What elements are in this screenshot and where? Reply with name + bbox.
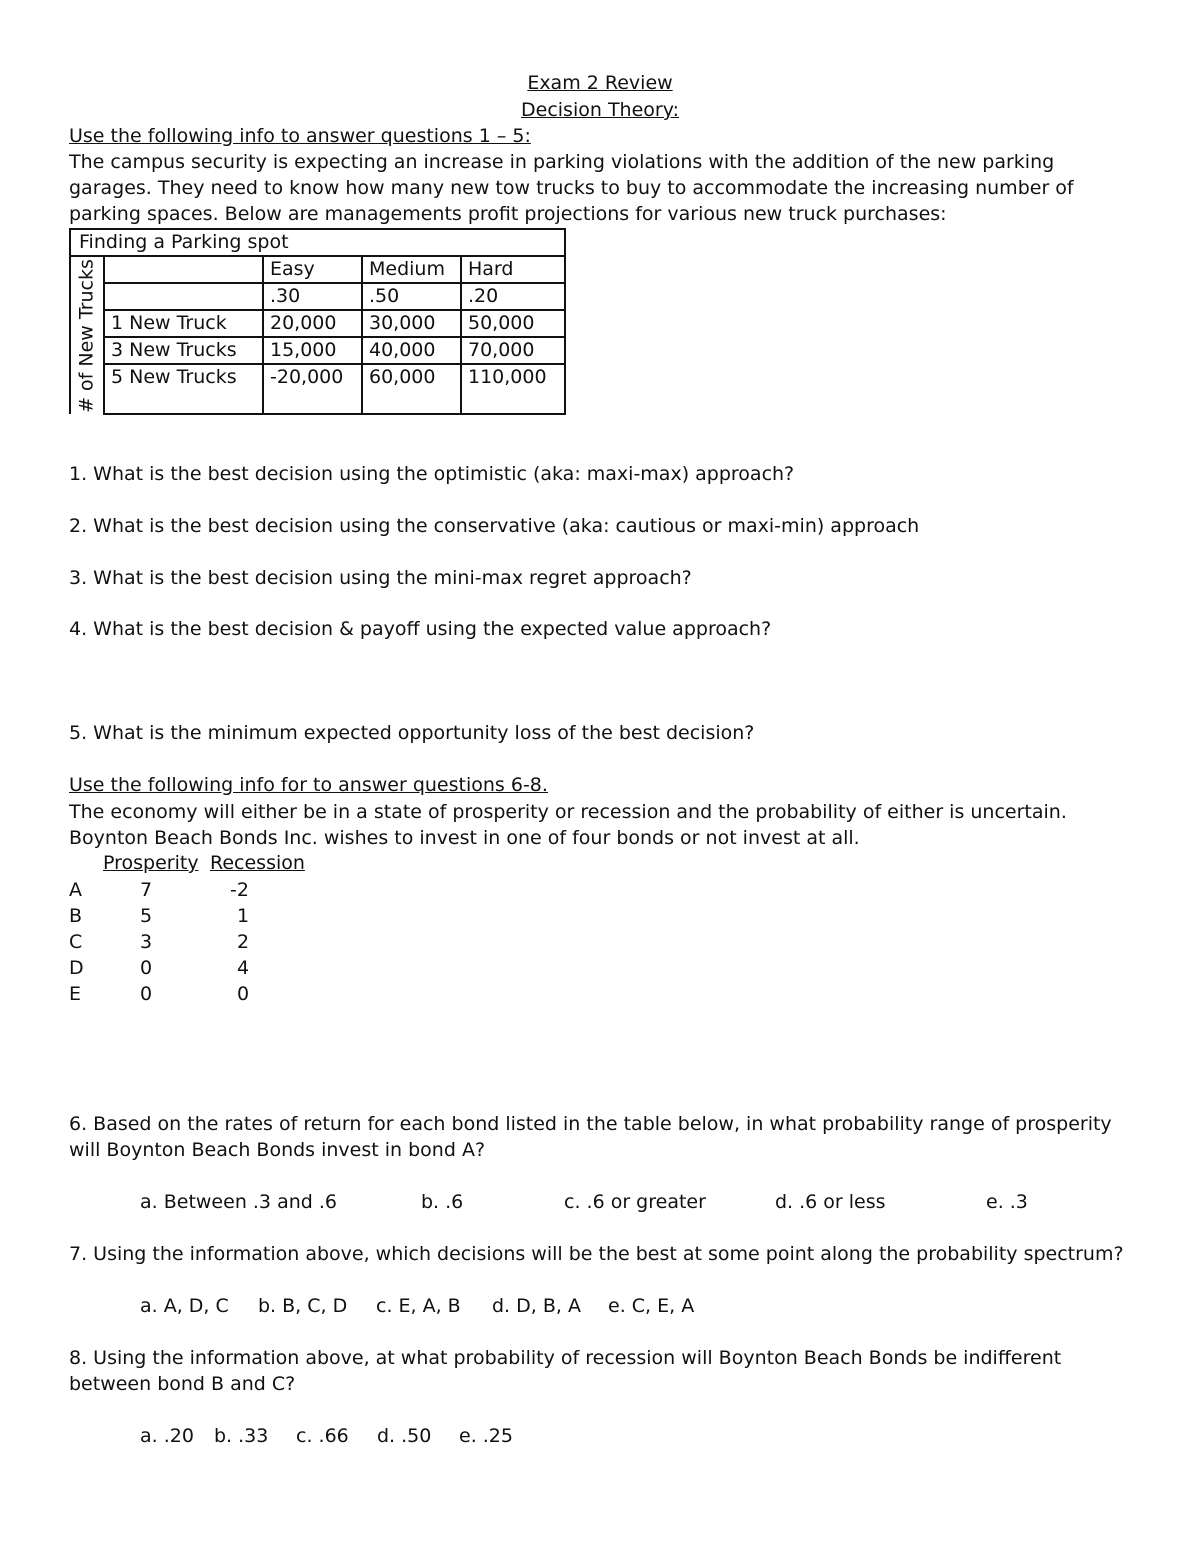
table-row: [70, 337, 565, 364]
payoff-cell: 70,000: [461, 337, 565, 364]
column-header: Easy: [263, 256, 362, 283]
section1-intro-line: garages. They need to know how many new tow trucks to buy to accommodate the increasing number of: [69, 177, 1074, 199]
payoff-cell: 60,000: [362, 364, 461, 414]
section2-heading: Use the following info for to answer questions 6-8.: [69, 774, 548, 796]
probability-cell: .30: [263, 283, 362, 310]
q8-option-d: d. .50: [377, 1425, 432, 1447]
column-header: Medium: [362, 256, 461, 283]
payoff-cell: 40,000: [362, 337, 461, 364]
payoff-cell: -20,000: [263, 364, 362, 414]
side-label-cell: [70, 256, 104, 414]
bond-label: D: [69, 957, 84, 979]
bond-recession: -2: [230, 879, 249, 901]
row-label: 1 New Truck: [104, 310, 263, 337]
q7-option-a: a. A, D, C: [140, 1295, 229, 1317]
section1-intro-line: The campus security is expecting an increase in parking violations with the addition of the new parking: [69, 151, 1055, 173]
q6-option-c: c. .6 or greater: [564, 1191, 706, 1213]
probability-cell: .50: [362, 283, 461, 310]
bond-prosperity: 5: [140, 905, 153, 927]
question-8-line-2: between bond B and C?: [69, 1373, 296, 1395]
question-3: 3. What is the best decision using the mini-max regret approach?: [69, 567, 692, 589]
bond-recession: 0: [237, 983, 250, 1005]
table-row: [70, 364, 565, 414]
question-2: 2. What is the best decision using the conservative (aka: cautious or maxi-min) approach: [69, 515, 920, 537]
corner-cell: [104, 256, 263, 283]
bond-recession: 2: [237, 931, 250, 953]
page-title: Exam 2 Review: [527, 72, 673, 94]
bond-label: B: [69, 905, 83, 927]
payoff-cell: 110,000: [461, 364, 565, 414]
column-header: Hard: [461, 256, 565, 283]
section1-intro-line: parking spaces. Below are managements profit projections for various new truck purchases:: [69, 203, 947, 225]
payoff-cell: 15,000: [263, 337, 362, 364]
q7-option-b: b. B, C, D: [258, 1295, 348, 1317]
bond-recession: 1: [237, 905, 250, 927]
section1-heading: Use the following info to answer questions 1 – 5:: [69, 125, 531, 147]
bond-prosperity: 0: [140, 957, 153, 979]
q7-option-c: c. E, A, B: [376, 1295, 461, 1317]
q6-option-b: b. .6: [421, 1191, 464, 1213]
corner-cell: [104, 283, 263, 310]
bond-label: C: [69, 931, 83, 953]
question-6-line-2: will Boynton Beach Bonds invest in bond A?: [69, 1139, 486, 1161]
row-label: 5 New Trucks: [104, 364, 263, 414]
question-5: 5. What is the minimum expected opportunity loss of the best decision?: [69, 722, 755, 744]
question-6: 6. Based on the rates of return for each bond listed in the table below, in what probability range of prosperity: [69, 1113, 1112, 1135]
bond-label: E: [69, 983, 82, 1005]
question-1: 1. What is the best decision using the optimistic (aka: maxi-max) approach?: [69, 463, 795, 485]
payoff-cell: 20,000: [263, 310, 362, 337]
bond-header-prosperity: Prosperity: [103, 852, 199, 874]
bond-recession: 4: [237, 957, 250, 979]
bond-header-recession: Recession: [210, 852, 305, 874]
question-8: 8. Using the information above, at what probability of recession will Boynton Beach Bonds be indifferent: [69, 1347, 1062, 1369]
payoff-cell: 50,000: [461, 310, 565, 337]
probability-cell: .20: [461, 283, 565, 310]
q8-option-c: c. .66: [296, 1425, 349, 1447]
q8-option-b: b. .33: [214, 1425, 269, 1447]
section2-intro-line: Boynton Beach Bonds Inc. wishes to invest in one of four bonds or not invest at all.: [69, 827, 860, 849]
row-label: 3 New Trucks: [104, 337, 263, 364]
q7-option-e: e. C, E, A: [608, 1295, 695, 1317]
q8-option-a: a. .20: [140, 1425, 194, 1447]
question-4: 4. What is the best decision & payoff using the expected value approach?: [69, 618, 772, 640]
q6-option-d: d. .6 or less: [775, 1191, 886, 1213]
payoff-table: [69, 228, 566, 415]
question-7: 7. Using the information above, which decisions will be the best at some point along the probability spectrum?: [69, 1243, 1124, 1265]
table-row: [70, 310, 565, 337]
q8-option-e: e. .25: [459, 1425, 513, 1447]
bond-prosperity: 0: [140, 983, 153, 1005]
bond-label: A: [69, 879, 82, 901]
section2-intro-line: The economy will either be in a state of prosperity or recession and the probability of either is uncertain.: [69, 801, 1067, 823]
q6-option-e: e. .3: [986, 1191, 1028, 1213]
q6-option-a: a. Between .3 and .6: [140, 1191, 337, 1213]
bond-prosperity: 7: [140, 879, 153, 901]
payoff-table-title: Finding a Parking spot: [70, 229, 565, 256]
side-label: # of New Trucks: [75, 258, 98, 413]
bond-prosperity: 3: [140, 931, 153, 953]
page-subtitle: Decision Theory:: [521, 99, 679, 121]
q7-option-d: d. D, B, A: [492, 1295, 581, 1317]
payoff-cell: 30,000: [362, 310, 461, 337]
